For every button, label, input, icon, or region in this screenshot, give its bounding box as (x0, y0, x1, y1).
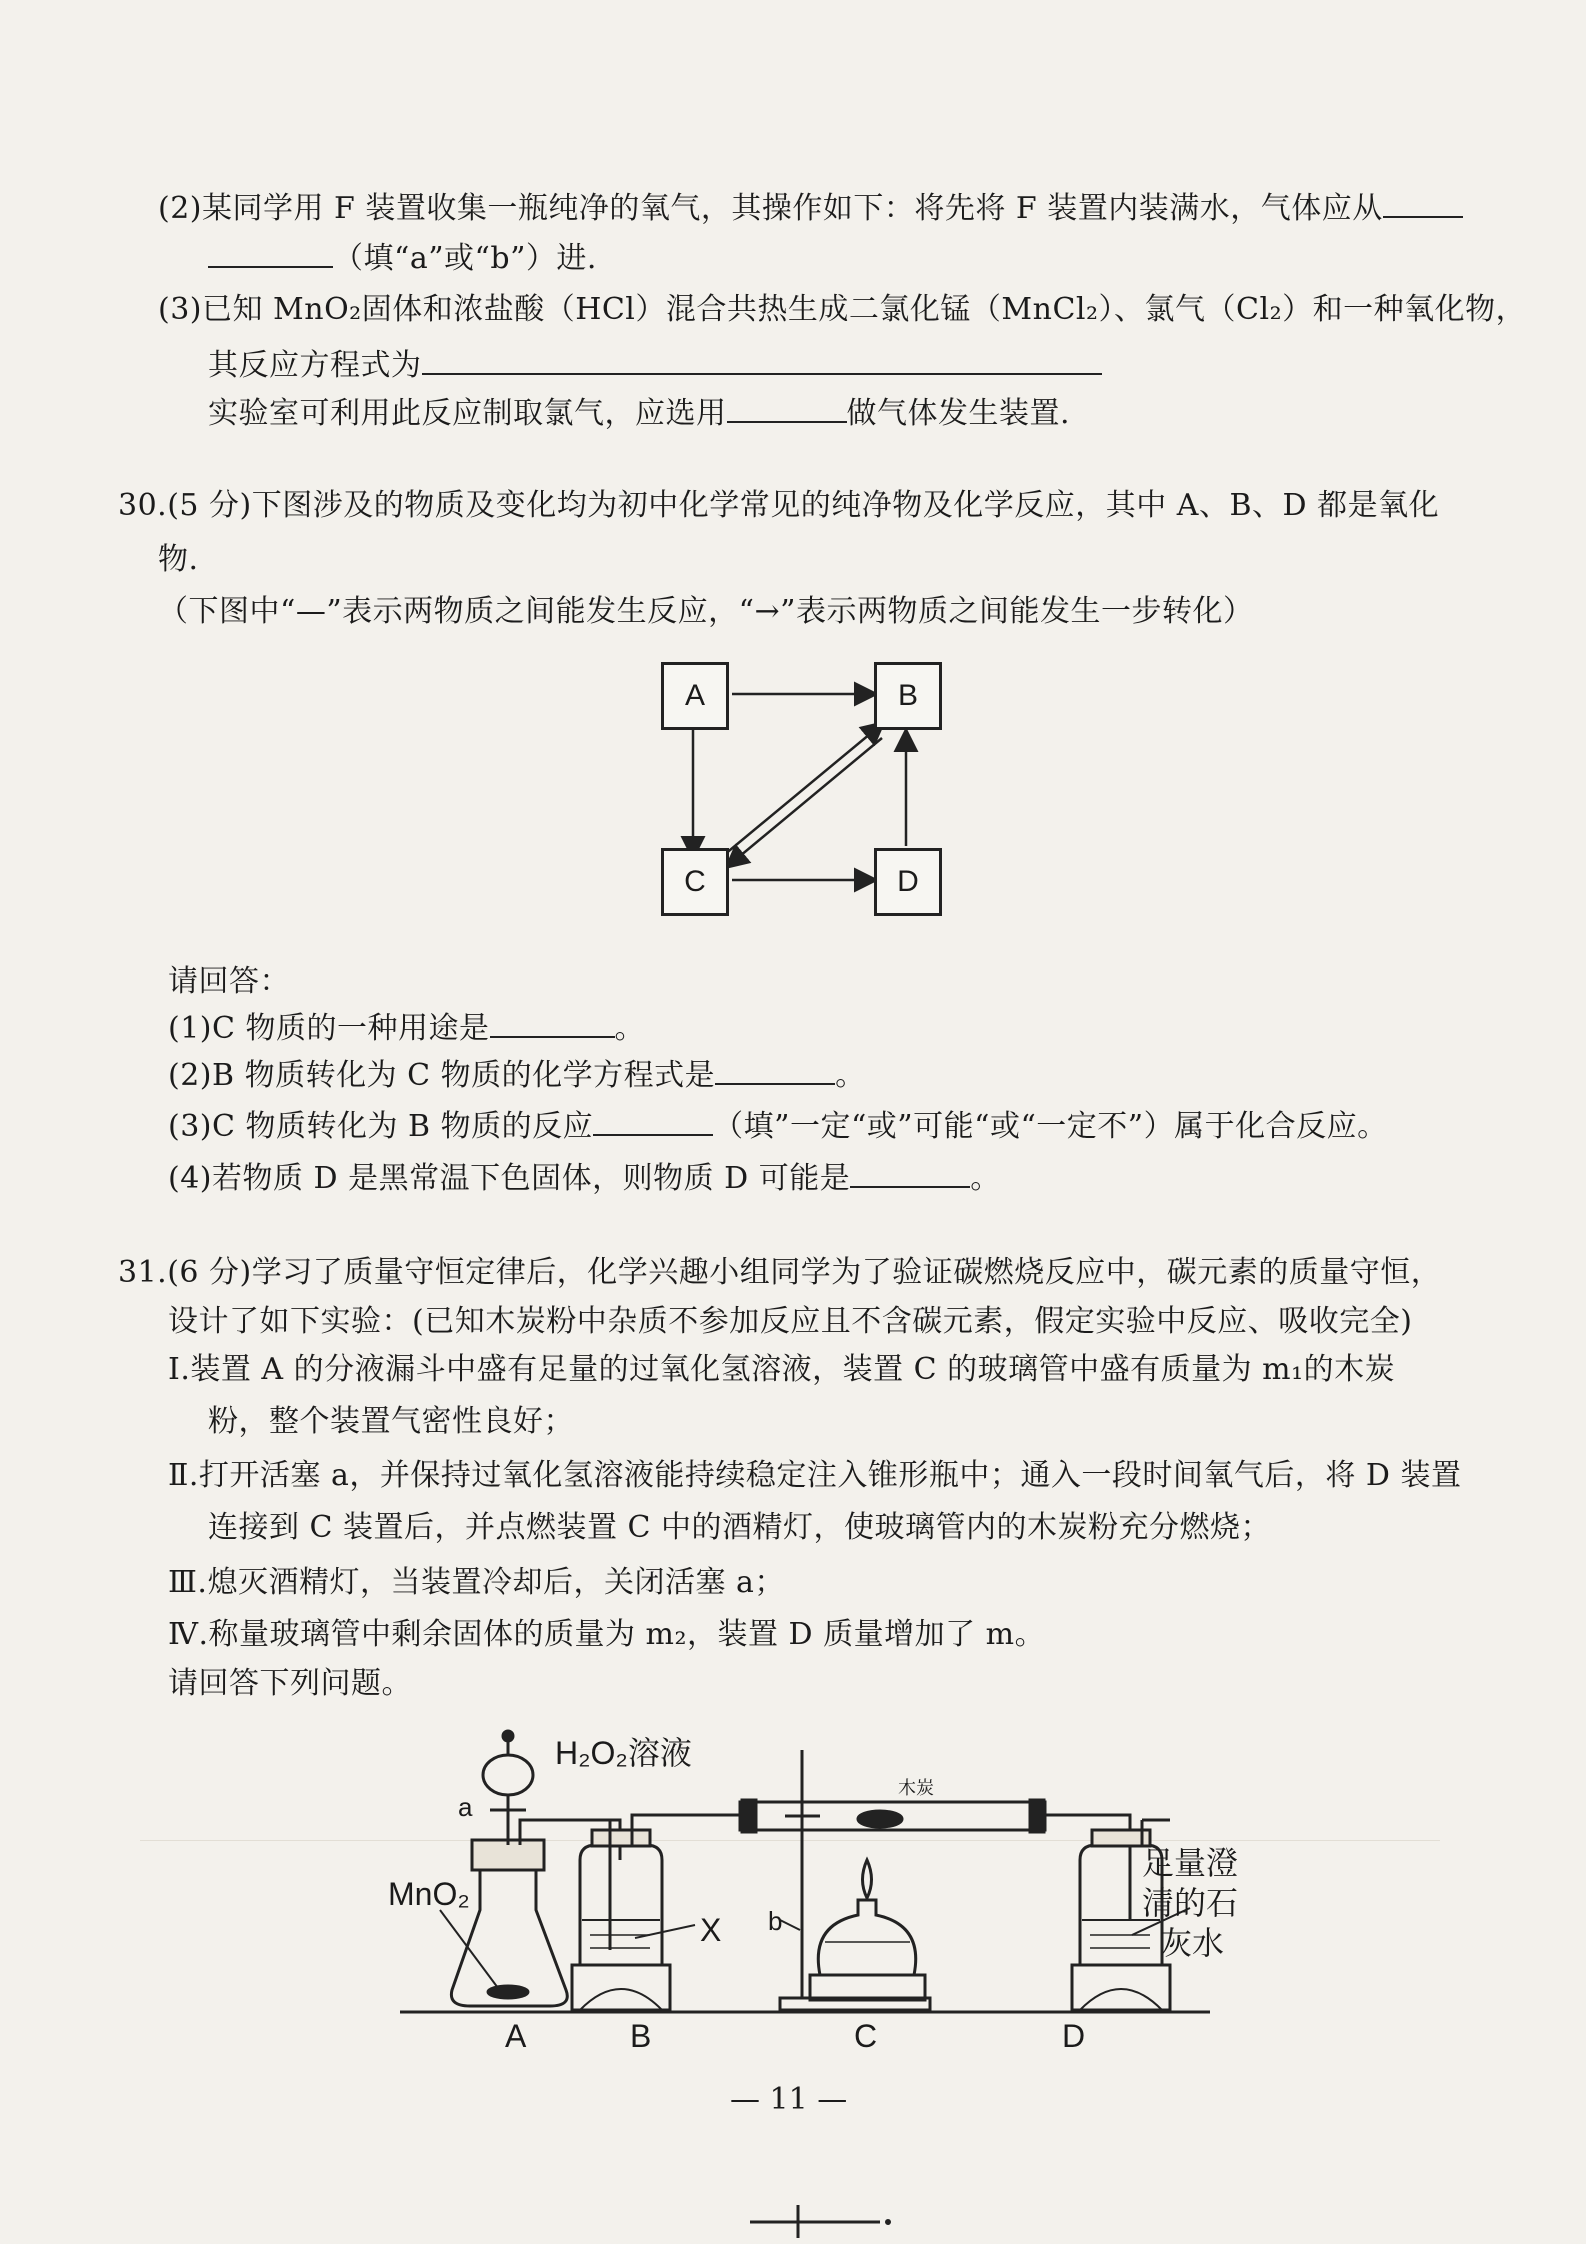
q29-apparatus-blank (727, 391, 847, 423)
q30-prompt: 请回答： (168, 964, 290, 999)
q29-part3-line2: 其反应方程式为 (208, 343, 1102, 386)
label-x: X (700, 1912, 722, 1948)
q30-sub1: (1)C 物质的一种用途是 。 (168, 1006, 645, 1049)
label-device-c: C (854, 2018, 878, 2054)
q30-sub2-blank (715, 1053, 835, 1085)
label-lime-1: 足量澄 (1142, 1845, 1239, 1881)
q29-part3-line1: (3)已知 MnO₂固体和浓盐酸（HCl）混合共热生成二氯化锰（MnCl₂）、氯气（Cl₂）和一种氧化物， (158, 292, 1527, 327)
q30-sub3-blank (593, 1104, 713, 1136)
q31-step2-line1: Ⅱ.打开活塞 a，并保持过氧化氢溶液能持续稳定注入锥形瓶中；通入一段时间氧气后，将 D 装置 (168, 1458, 1462, 1493)
q30-sub2: (2)B 物质转化为 C 物质的化学方程式是 。 (168, 1053, 866, 1096)
q29-part2-line2: （填“a”或“b”）进. (208, 236, 597, 279)
label-device-b: B (630, 2018, 652, 2054)
arrow-c-to-b (718, 724, 882, 860)
alcohol-lamp (818, 1900, 915, 1975)
label-lime-2: 清的石 (1142, 1885, 1239, 1921)
q31-step1-line2: 粉，整个装置气密性良好； (208, 1404, 574, 1439)
q30-sub3: (3)C 物质转化为 B 物质的反应 （填”一定“或”可能“或“一定不”）属于化合反应。 (168, 1104, 1388, 1147)
node-a: A (661, 662, 729, 730)
q29-part2-blank-cont (208, 236, 333, 268)
charcoal (858, 1811, 902, 1827)
q31-apparatus-diagram (380, 1720, 1240, 2020)
x-pointer (635, 1925, 695, 1938)
mno2-pointer (440, 1910, 498, 1988)
q30-sub4: (4)若物质 D 是黑常温下色固体，则物质 D 可能是 。 (168, 1156, 1001, 1199)
q31-step2-line2: 连接到 C 装置后，并点燃装置 C 中的酒精灯，使玻璃管内的木炭粉充分燃烧； (208, 1510, 1272, 1545)
label-charcoal: 木炭 (898, 1778, 934, 1798)
label-valve-a: a (458, 1792, 473, 1822)
node-b: B (874, 662, 942, 730)
label-h2o2: H₂O₂溶液 (555, 1735, 692, 1771)
q29-equation-blank (422, 343, 1102, 375)
q30-sub1-blank (490, 1006, 615, 1038)
q30-stem-line3: （下图中“—”表示两物质之间能发生反应，“→”表示两物质之间能发生一步转化） (158, 594, 1254, 629)
label-lime-3: 灰水 (1160, 1925, 1225, 1961)
q31-prompt: 请回答下列问题。 (168, 1666, 412, 1701)
bottle-b (580, 1845, 662, 1965)
mno2-solid (488, 1986, 528, 1998)
binding-mark (740, 2200, 900, 2240)
q29-part2-line1: (2)某同学用 F 装置收集一瓶纯净的氧气，其操作如下：将先将 F 装置内装满水，气体应从 (158, 186, 1463, 229)
q30-stem-line1: 30.(5 分)下图涉及的物质及变化均为初中化学常见的纯净物及化学反应，其中 A、B、D 都是氧化 (118, 488, 1440, 523)
q31-step4: Ⅳ.称量玻璃管中剩余固体的质量为 m₂，装置 D 质量增加了 m。 (168, 1617, 1046, 1652)
q29-part3-line3: 实验室可利用此反应制取氯气，应选用 做气体发生装置. (208, 391, 1070, 434)
q29-part2-blank (1383, 186, 1463, 218)
q31-stem-line2: 设计了如下实验：(已知木炭粉中杂质不参加反应且不含碳元素，假定实验中反应、吸收完全) (168, 1304, 1413, 1339)
node-c: C (661, 848, 729, 916)
arrow-b-to-c (728, 738, 882, 866)
q30-stem-line2: 物. (158, 542, 199, 577)
q31-step3: Ⅲ.熄灭酒精灯，当装置冷却后，关闭活塞 a； (168, 1565, 785, 1600)
separating-funnel (483, 1755, 533, 1795)
label-stand-b: b (768, 1906, 783, 1936)
label-device-a: A (505, 2018, 527, 2054)
q31-stem-line1: 31.(6 分)学习了质量守恒定律后，化学兴趣小组同学为了验证碳燃烧反应中，碳元素的质量守恒， (118, 1255, 1442, 1290)
q31-step1-line1: Ⅰ.装置 A 的分液漏斗中盛有足量的过氧化氢溶液，装置 C 的玻璃管中盛有质量为 m₁的木炭 (168, 1352, 1396, 1387)
node-d: D (874, 848, 942, 916)
label-mno2: MnO₂ (388, 1876, 470, 1912)
b-pointer (780, 1920, 800, 1930)
page-number: — 11 — (730, 2082, 848, 2117)
label-device-d: D (1062, 2018, 1086, 2054)
q30-sub4-blank (850, 1156, 970, 1188)
